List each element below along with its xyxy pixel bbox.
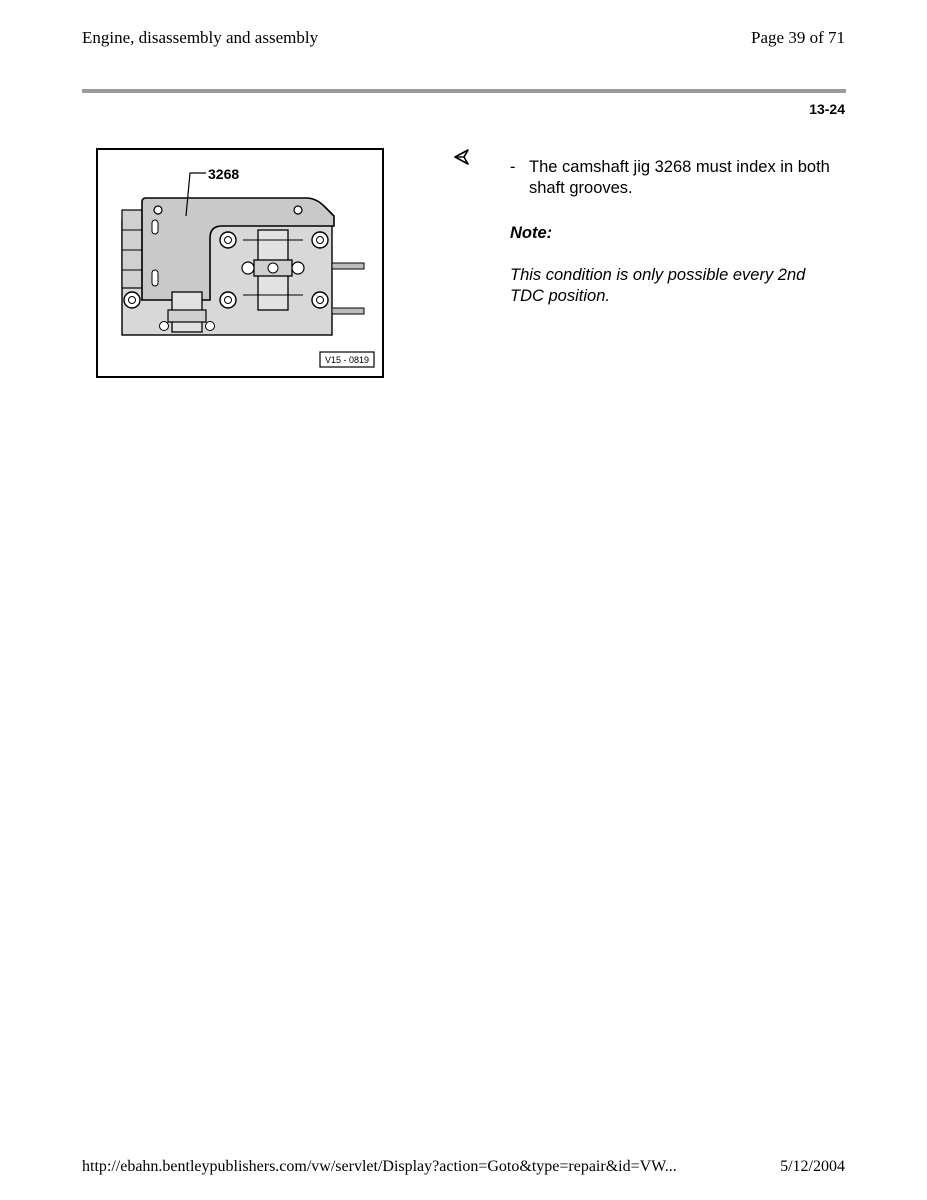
note-label: Note: xyxy=(510,224,553,242)
engine-drawing xyxy=(98,150,382,376)
figure-code: V15 - 0819 xyxy=(324,355,370,365)
page-indicator: Page 39 of 71 xyxy=(751,28,845,47)
instruction-step xyxy=(510,157,840,199)
arrow-pointer-icon xyxy=(453,148,471,166)
step-text: The camshaft jig 3268 must index in both shaft grooves. xyxy=(529,158,830,197)
part-callout-label: 3268 xyxy=(208,166,240,182)
note-text: This condition is only possible every 2nd TDC position. xyxy=(510,266,806,305)
header-divider xyxy=(82,89,846,93)
step-dash: - xyxy=(510,158,516,176)
footer-date: 5/12/2004 xyxy=(780,1158,845,1175)
camshaft-jig-illustration xyxy=(96,148,384,378)
document-title: Engine, disassembly and assembly xyxy=(82,28,319,47)
footer-url: http://ebahn.bentleypublishers.com/vw/servlet/Display?action=Goto&type=repair&id=VW... xyxy=(82,1158,677,1175)
section-number: 13-24 xyxy=(809,101,845,117)
